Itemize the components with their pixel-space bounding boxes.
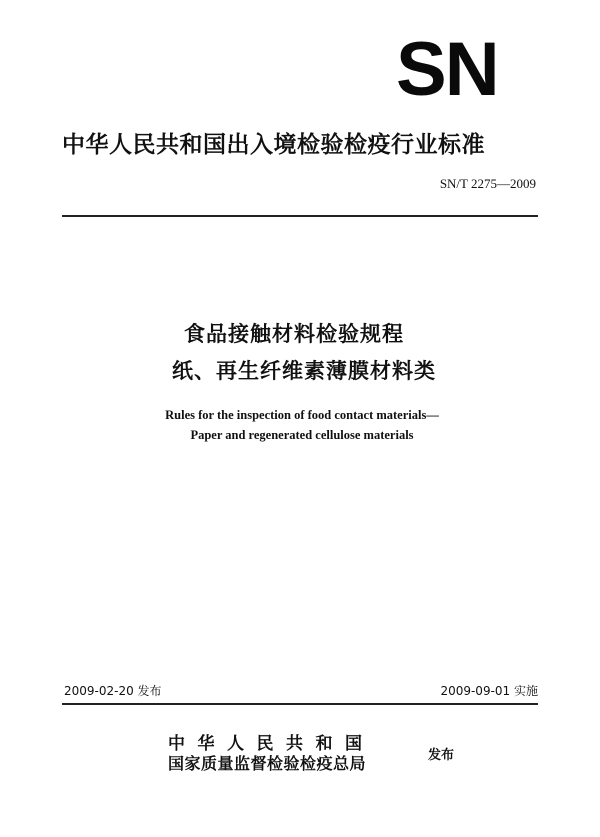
issuer-agency: 国家质量监督检验检疫总局 — [168, 754, 367, 773]
implementation-date: 2009-09-01 实施 — [440, 684, 538, 698]
issued-label: 发布 — [428, 748, 455, 763]
title-chinese-line2: 纸、再生纤维素薄膜材料类 — [172, 359, 436, 383]
footer-divider — [62, 703, 538, 705]
title-chinese-line1: 食品接触材料检验规程 — [184, 322, 404, 346]
title-english-line2: Paper and regenerated cellulose materials — [190, 428, 414, 442]
standard-type-heading: 中华人民共和国出入境检验检疫行业标准 — [62, 132, 485, 158]
sn-logo: SN — [396, 27, 498, 112]
issuer-country: 中华人民共和国 — [168, 734, 375, 754]
standard-number: SN/T 2275—2009 — [439, 176, 536, 191]
title-english-line1: Rules for the inspection of food contact materials— — [165, 408, 439, 422]
issuer-block — [168, 734, 416, 774]
header-divider — [62, 215, 538, 217]
issue-date: 2009-02-20 发布 — [64, 684, 162, 698]
